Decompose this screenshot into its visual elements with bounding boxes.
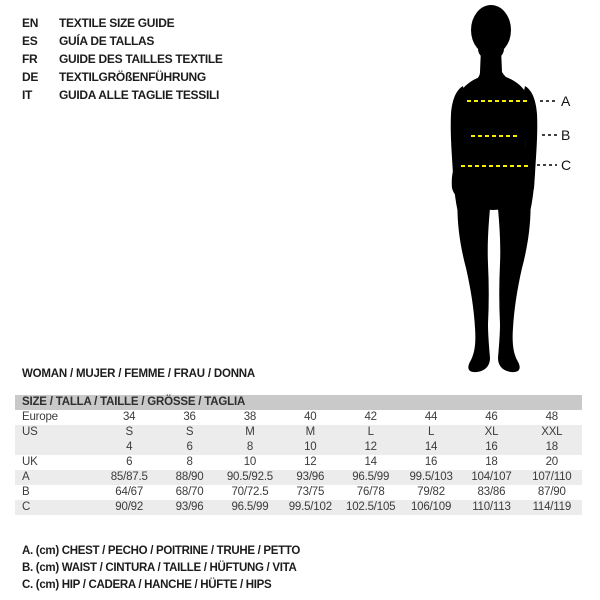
table-cell: 18 [485,456,498,468]
table-cell: 16 [424,456,438,468]
table-cell: 70/72.5 [231,486,269,498]
language-code: DE [22,70,39,84]
table-row-waist-b [15,485,582,500]
table-cell: 64/67 [115,486,144,498]
language-row-de [22,68,223,86]
table-cell: 10 [304,441,317,453]
language-row-en [22,14,223,32]
row-label: Europe [22,411,58,423]
table-cell: 12 [364,441,377,453]
table-row-uk [15,455,582,470]
table-cell: XXL [541,426,563,438]
table-cell: S [125,426,133,438]
table-cell: 6 [126,456,133,468]
measure-label-b: B [561,127,571,143]
language-title: GUIDE DES TAILLES TEXTILE [59,52,223,66]
table-row-chest-a [15,470,582,485]
table-cell: 68/70 [175,486,204,498]
table-cell: 18 [545,441,559,453]
table-cell: 106/109 [410,501,452,513]
language-row-fr [22,50,223,68]
table-cell: 42 [364,411,377,423]
table-cell: 96.5/99 [352,471,390,483]
table-cell: 46 [485,411,498,423]
table-cell: L [367,426,374,438]
table-cell: 14 [364,456,377,468]
row-label: US [22,426,38,438]
measure-label-a: A [561,93,571,109]
table-cell: 40 [304,411,317,423]
language-guide-list [22,14,223,104]
table-cell: 14 [424,441,438,453]
table-row-us-letter [15,425,582,440]
table-cell: 8 [186,456,193,468]
size-table [15,395,582,515]
table-cell: 93/96 [175,501,204,513]
table-cell: 8 [246,441,254,453]
language-code: FR [22,52,38,66]
table-cell: 85/87.5 [110,471,148,483]
table-cell: 34 [122,411,136,423]
table-cell: 76/78 [356,486,385,498]
table-cell: 83/86 [477,486,506,498]
language-title: GUÍA DE TALLAS [59,34,155,48]
row-label: C [22,501,31,513]
row-label [15,440,99,455]
table-cell: 90/92 [115,501,144,513]
table-cell: 90.5/92.5 [226,471,274,483]
language-title: TEXTILE SIZE GUIDE [59,16,175,30]
language-row-it [22,86,223,104]
legend-chest: A. (cm) CHEST / PECHO / POITRINE / TRUHE / PETTO [22,545,301,557]
woman-silhouette [451,5,538,372]
table-cell: M [245,426,255,438]
table-cell: 20 [545,456,559,468]
section-title-woman: WOMAN / MUJER / FEMME / FRAU / DONNA [22,368,256,380]
legend-hip: C. (cm) HIP / CADERA / HANCHE / HÜFTE / HIPS [22,579,272,591]
table-row-europe [15,410,582,425]
table-cell: M [305,426,315,438]
table-cell: S [185,426,194,438]
table-cell: L [427,426,435,438]
table-cell: XL [484,426,499,438]
language-code: EN [22,16,39,30]
table-cell: 99.5/103 [409,471,453,483]
table-cell: 110/113 [472,501,511,513]
table-cell: 16 [485,441,498,453]
table-cell: 79/82 [417,486,445,498]
language-code: IT [22,88,33,102]
table-cell: 114/119 [532,501,572,513]
table-cell: 87/90 [537,486,566,498]
size-table-header: SIZE / TALLA / TAILLE / GRÖSSE / TAGLIA [15,395,582,410]
table-cell: 48 [545,411,559,423]
legend-waist: B. (cm) WAIST / CINTURA / TAILLE / HÜFTUNG / VITA [22,562,297,574]
language-row-es [22,32,223,50]
table-row-us-number [15,440,582,455]
table-cell: 10 [243,456,257,468]
language-title: GUIDA ALLE TAGLIE TESSILI [59,88,220,102]
table-cell: 96.5/99 [231,501,269,513]
row-label: B [22,486,30,498]
table-cell: 104/107 [471,471,512,483]
table-cell: 73/75 [296,486,325,498]
language-title: TEXTILGRÖßENFÜHRUNG [59,70,206,84]
measurement-legend [22,543,300,594]
language-code: ES [22,34,38,48]
row-label: A [22,471,30,483]
table-cell: 12 [304,456,317,468]
table-row-hip-c [15,500,582,515]
row-label: UK [22,456,38,468]
table-cell: 44 [424,411,438,423]
table-cell: 102.5/105 [346,501,396,513]
table-cell: 6 [186,441,193,453]
table-cell: 99.5/102 [288,501,332,513]
measure-label-c: C [561,157,572,173]
table-cell: 36 [183,411,196,423]
table-cell: 107/110 [532,471,572,483]
table-cell: 93/96 [296,471,325,483]
table-cell: 88/90 [175,471,204,483]
table-cell: 38 [243,411,257,423]
table-cell: 4 [126,441,133,453]
